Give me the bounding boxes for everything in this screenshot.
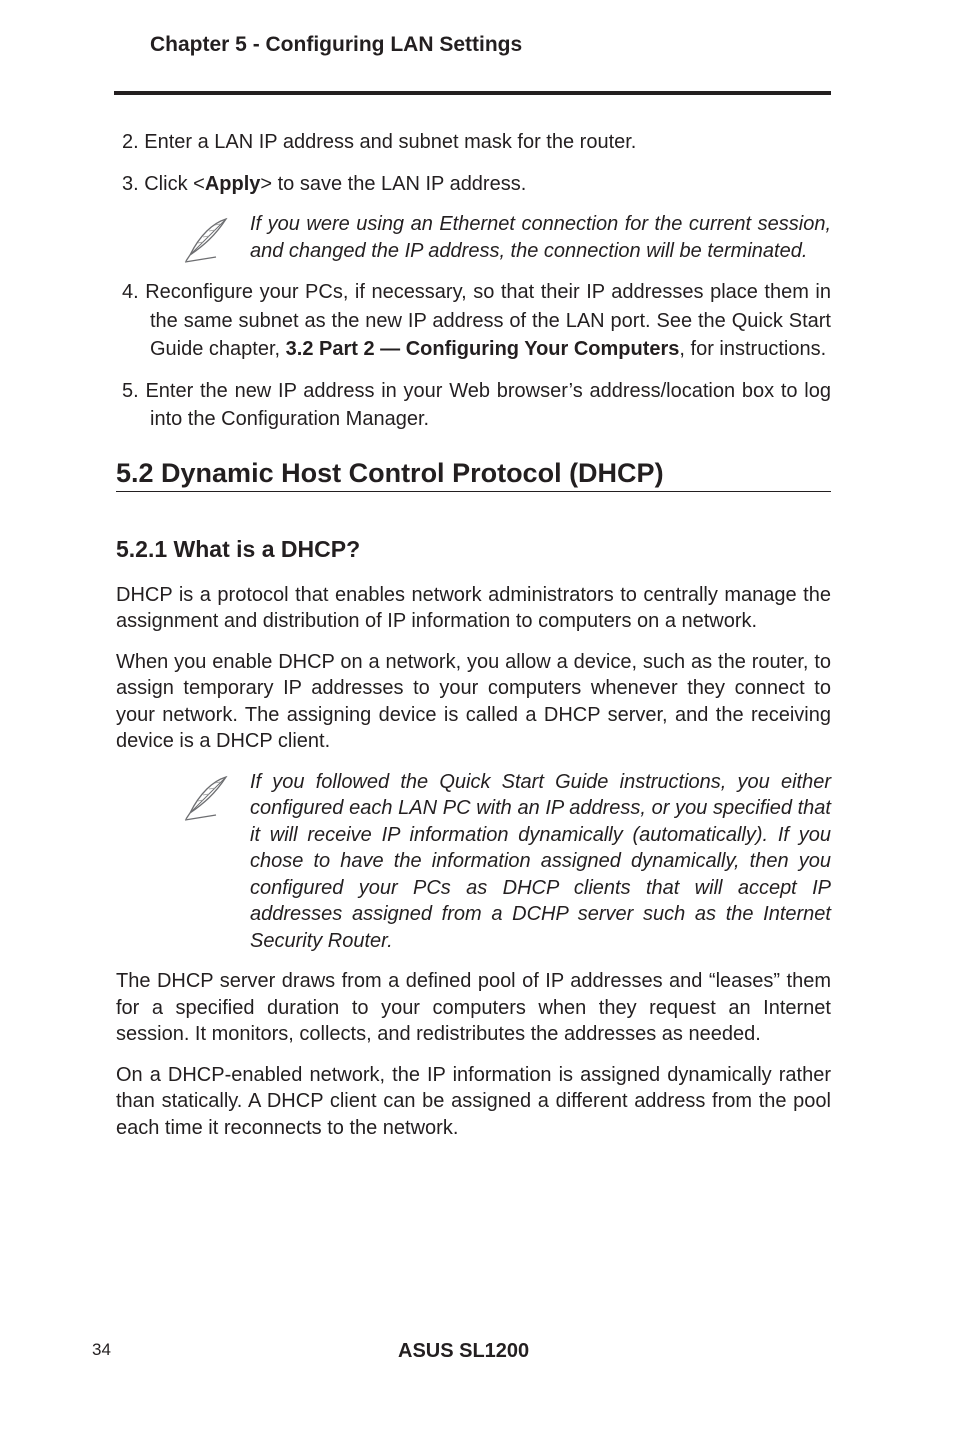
feather-pen-icon: [182, 215, 232, 265]
page-number: 34: [92, 1340, 111, 1359]
step-3-suffix: > to save the LAN IP address.: [260, 172, 527, 195]
chapter-header: Chapter 5 - Configuring LAN Settings: [150, 33, 523, 56]
paragraph-dhcp-dynamic: On a DHCP-enabled network, the IP information is assigned dynamically rather than statically. A DHCP client can be assigned a different address from the pool each time it reconnects to the network.: [116, 1063, 831, 1139]
section-heading: 5.2 Dynamic Host Control Protocol (DHCP): [116, 456, 831, 492]
note-text: If you followed the Quick Start Guide instructions, you either configured each LAN PC with an IP address, or you specified that it will receive IP information dynamically (automatically). If you chose to have the information assigned dynamically, then you configured your PCs as DHCP clients that will accept IP addresses assigned from a DCHP server such as the Internet Security Router.: [250, 770, 831, 952]
step-2: 2. Enter a LAN IP address and subnet mask for the router.: [122, 131, 637, 153]
step-3-prefix: 3. Click <: [122, 172, 205, 195]
note-text: If you were using an Ethernet connection for the current session, and changed the IP address, the connection will be terminated.: [250, 213, 831, 262]
step-4-suffix: , for instructions.: [679, 338, 827, 360]
feather-pen-icon: [182, 773, 232, 823]
note-quick-start: [116, 769, 831, 955]
paragraph-dhcp-definition: DHCP is a protocol that enables network administrators to centrally manage the assignment and distribution of IP information to computers on a network.: [116, 583, 831, 632]
step-5: 5. Enter the new IP address in your Web browser’s address/location box to log into the Configuration Manager.: [122, 379, 831, 430]
paragraph-enable-dhcp: When you enable DHCP on a network, you allow a device, such as the router, to assign temporary IP addresses to your computers whenever they connect to your network. The assigning device is called a DHCP server, and the receiving device is a DHCP client.: [116, 650, 831, 752]
step-4-prefix: 4. Reconfigure your PCs, if necessary, so that their IP addresses place them in the same subnet as the new IP address of the LAN port. See the Quick Start Guide chapter,: [122, 281, 831, 360]
step-3: [116, 170, 831, 199]
apply-label: Apply: [204, 172, 261, 195]
footer-product: ASUS SL1200: [398, 1340, 530, 1362]
header-rule: [114, 91, 831, 95]
guide-reference: 3.2 Part 2 — Configuring Your Computers: [285, 338, 680, 360]
step-4: [116, 278, 831, 364]
note-ethernet: [116, 211, 831, 264]
page-content: [116, 128, 831, 1155]
paragraph-dhcp-pool: The DHCP server draws from a defined pool of IP addresses and “leases” them for a specified duration to your computers when they request an Internet session. It monitors, collects, and redistributes the addresses as needed.: [116, 970, 831, 1045]
subsection-heading: 5.2.1 What is a DHCP?: [116, 535, 361, 562]
